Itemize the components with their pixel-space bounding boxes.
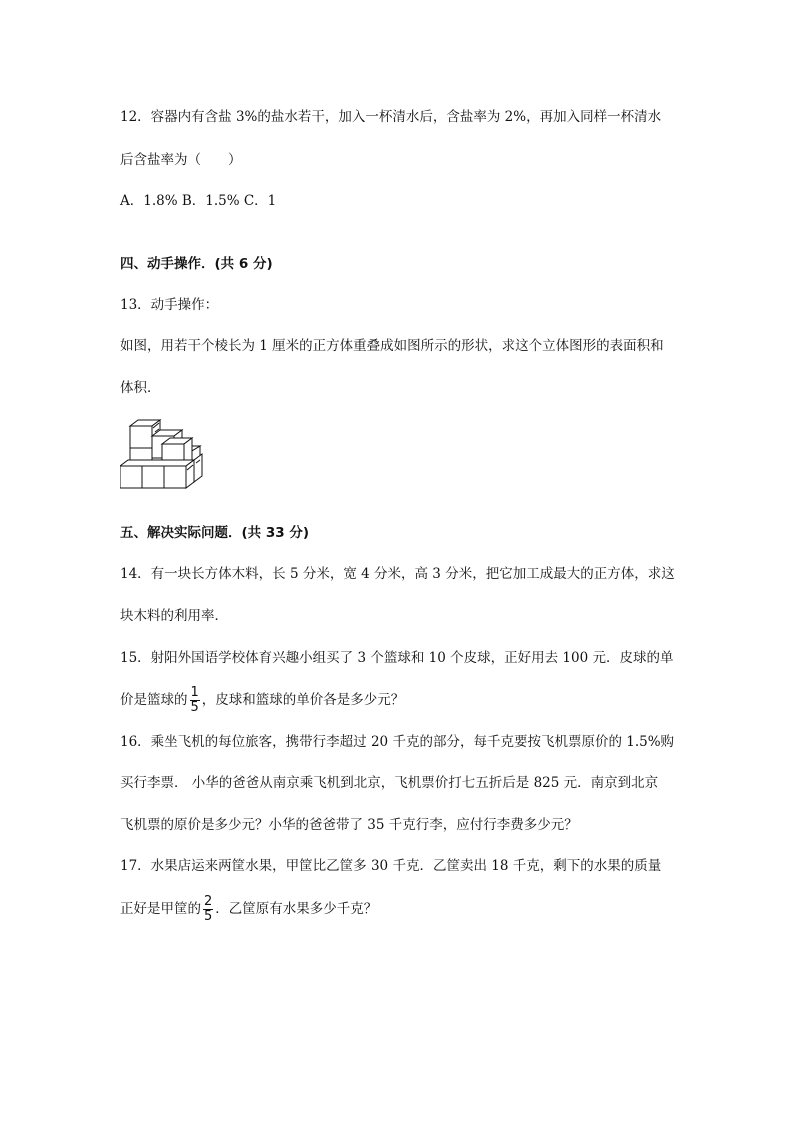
q13-line-3: 体积． bbox=[120, 380, 161, 396]
q15-line-2-suffix: ，皮球和篮球的单价各是多少元？ bbox=[201, 692, 405, 708]
q15-fraction-denominator: 5 bbox=[190, 700, 199, 715]
q17-line-2-prefix: 正好是甲筐的 bbox=[120, 901, 201, 917]
q15-line-2-prefix: 价是篮球的 bbox=[120, 692, 188, 708]
q17-fraction-numerator: 2 bbox=[204, 894, 213, 909]
q17-fraction-denominator: 5 bbox=[204, 909, 213, 924]
q14-line-2: 块木料的利用率． bbox=[120, 608, 228, 624]
q14-line-1: 14．有一块长方体木料，长 5 分米，宽 4 分米，高 3 分米，把它加工成最大的正方体，求这 bbox=[120, 566, 675, 582]
q15-fraction-numerator: 1 bbox=[190, 685, 199, 700]
stacked-cubes-figure bbox=[120, 408, 210, 490]
section-5-heading: 五、解决实际问题．(共 33 分) bbox=[120, 525, 310, 541]
q16-line-1: 16．乘坐飞机的每位旅客，携带行李超过 20 千克的部分，每千克要按飞机票原价的 1.5%购 bbox=[120, 734, 675, 750]
q15-line-2 bbox=[120, 685, 404, 715]
section-4-heading: 四、动手操作．(共 6 分) bbox=[120, 256, 273, 272]
q15-line-1: 15．射阳外国语学校体育兴趣小组买了 3 个篮球和 10 个皮球，正好用去 100 元．皮球的单 bbox=[120, 650, 674, 666]
q16-line-3: 飞机票的原价是多少元？小华的爸爸带了 35 千克行李，应付行李费多少元？ bbox=[120, 817, 578, 833]
q13-line-2: 如图，用若干个棱长为 1 厘米的正方体重叠成如图所示的形状，求这个立体图形的表面积和 bbox=[120, 338, 664, 354]
q17-line-2 bbox=[120, 894, 377, 924]
q17-fraction bbox=[203, 895, 213, 924]
q12-line-2: 后含盐率为（ ） bbox=[120, 152, 242, 168]
q12-line-1: 12．容器内有含盐 3%的盐水若干，加入一杯清水后，含盐率为 2%，再加入同样一杯清水 bbox=[120, 109, 662, 125]
q16-line-2: 买行李票． 小华的爸爸从南京乘飞机到北京，飞机票价打七五折后是 825 元．南京到北京 bbox=[120, 775, 659, 791]
q17-line-1: 17．水果店运来两筐水果，甲筐比乙筐多 30 千克．乙筐卖出 18 千克，剩下的水果的质量 bbox=[120, 858, 662, 874]
q12-options: A．1.8% B．1.5% C．1 bbox=[120, 193, 277, 209]
q17-line-2-suffix: ．乙筐原有水果多少千克？ bbox=[215, 901, 378, 917]
q15-fraction bbox=[190, 686, 200, 715]
q13-line-1: 13．动手操作： bbox=[120, 297, 219, 313]
